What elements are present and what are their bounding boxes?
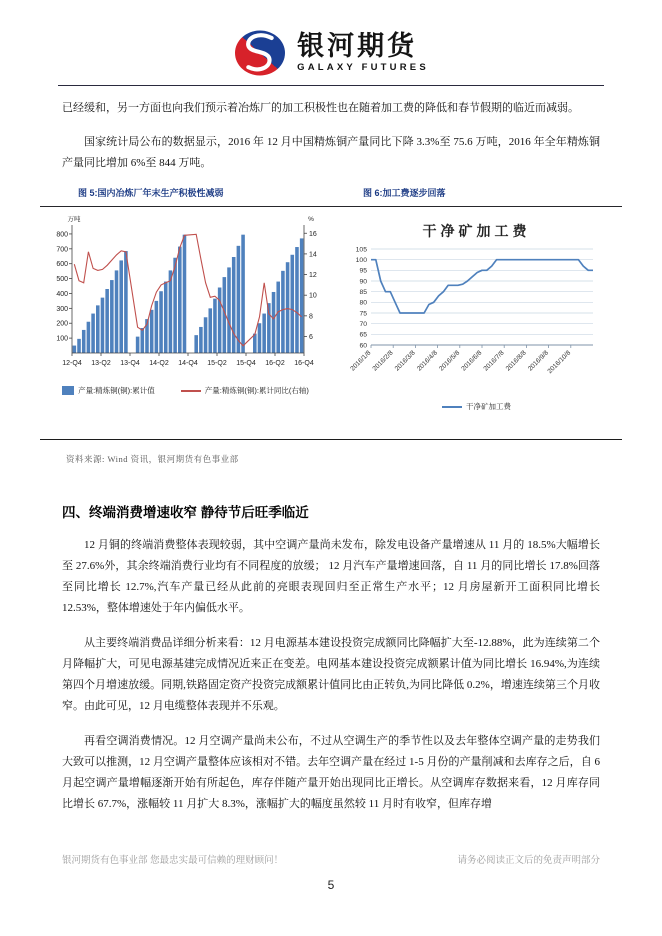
section-paragraph-2: 从主要终端消费品详细分析来看：12 月电源基本建设投资完成额同比降幅扩大至-12.88%，此为连续第二个月降幅扩大，可见电源基建完成情况近来正在变差。电网基本建设投资完成额累计值为同比增长 16.94%,为连续第四个月增速放缓。同期,铁路固定资产投资完成额累计值同比由正转负,为同比降低 0.2%，增速连续第三个月收窄。由此可见，12 月电缆整体表现并不乐观。 xyxy=(62,637,600,712)
figure5-legend xyxy=(62,385,309,396)
svg-text:2016/9/8: 2016/9/8 xyxy=(526,349,550,373)
svg-text:100: 100 xyxy=(55,335,68,343)
galaxy-logo-icon xyxy=(233,28,287,78)
svg-text:70: 70 xyxy=(358,320,367,328)
svg-text:13-Q2: 13-Q2 xyxy=(90,360,111,367)
svg-text:16: 16 xyxy=(308,230,317,238)
footer-left-text: 银河期货有色事业部 您最忠实最可信赖的理财顾问！ xyxy=(62,855,284,866)
svg-text:15-Q2: 15-Q2 xyxy=(206,360,227,367)
svg-text:16-Q4: 16-Q4 xyxy=(293,360,314,367)
legend-item xyxy=(442,401,511,412)
footer-disclaimer-text: 请务必阅读正文后的免责声明部分 xyxy=(457,855,600,866)
figure5-chart xyxy=(40,207,331,396)
svg-text:200: 200 xyxy=(55,320,68,328)
figure5-plot xyxy=(42,211,330,383)
svg-text:2016/3/8: 2016/3/8 xyxy=(393,349,417,373)
legend-item xyxy=(181,385,309,396)
intro-paragraph-1: 已经缓和，另一方面也向我们预示着冶炼厂的加工积极性也在随着加工费的降低和春节假期的临近而减弱。 xyxy=(62,102,579,114)
charts-row xyxy=(40,207,622,439)
footer xyxy=(62,852,600,866)
svg-text:2016/4/8: 2016/4/8 xyxy=(415,349,439,373)
brand-name-en: GALAXY FUTURES xyxy=(297,62,429,74)
figure5-caption: 图 5:国内冶炼厂年末生产积极性减弱 xyxy=(78,188,224,198)
section-body xyxy=(62,535,600,815)
svg-text:%: % xyxy=(307,216,314,223)
svg-text:105: 105 xyxy=(355,246,367,254)
source-note: 资料来源: Wind 资讯，银河期货有色事业部 xyxy=(66,454,239,464)
svg-text:12-Q4: 12-Q4 xyxy=(61,360,82,367)
figure6-title: 干净矿加工费 xyxy=(422,225,531,240)
svg-text:6: 6 xyxy=(308,333,313,341)
svg-text:万吨: 万吨 xyxy=(67,216,80,223)
svg-text:100: 100 xyxy=(355,256,367,264)
brand-block xyxy=(297,33,429,73)
legend-bar-swatch xyxy=(62,386,74,395)
legend-label: 产量:精炼铜(铜):累计值 xyxy=(78,386,155,395)
svg-text:95: 95 xyxy=(358,267,367,275)
svg-text:500: 500 xyxy=(55,276,68,284)
svg-text:16-Q2: 16-Q2 xyxy=(264,360,285,367)
figure6-legend xyxy=(442,401,511,412)
header-divider xyxy=(58,85,604,86)
svg-text:12: 12 xyxy=(308,272,317,280)
svg-text:65: 65 xyxy=(358,331,367,339)
intro-paragraph-2: 国家统计局公布的数据显示，2016 年 12 月中国精炼铜产量同比下降 3.3%至 75.6 万吨，2016 年全年精炼铜产量同比增加 6%至 844 万吨。 xyxy=(62,136,600,169)
section-paragraph-1: 12 月铜的终端消费整体表现较弱，其中空调产量尚未发布，除发电设备产量增速从 11 月的 18.5%大幅增长至 27.6%外，其余终端消费行业均有不同程度的放缓； 12 月汽车产量增速回落，自 11 月的同比增长 17.8%回落至同比增长 12.7%,汽车产量已经从此前的亮眼表现回归至正常生产水平；12 月房屋新开工面积同比增长 12.53%，整体增速处于年内偏低水平。 xyxy=(62,539,600,614)
svg-text:2016/10/8: 2016/10/8 xyxy=(546,349,572,376)
section-paragraph-3: 再看空调消费情况。12 月空调产量尚未公布，不过从空调生产的季节性以及去年整体空调产量的走势我们大致可以推测，12 月空调产量整体应该相对不错。去年空调产量在经过 1-5 月份的产量削减和去库存之后，自 6 月起空调产量增幅逐渐开始有所起色，库存伴随产量开始出现同比正增长。从空调库存数据来看，12 月库存同比增长 67.7%，涨幅较 11 月扩大 8.3%，涨幅扩大的幅度虽然较 11 月时有收窄，但库存增 xyxy=(62,735,600,810)
figure6-caption: 图 6:加工费逐步回落 xyxy=(363,188,446,198)
svg-text:2016/2/8: 2016/2/8 xyxy=(371,349,395,373)
svg-text:14: 14 xyxy=(308,251,317,259)
svg-text:10: 10 xyxy=(308,292,317,300)
svg-text:2016/5/8: 2016/5/8 xyxy=(437,349,461,373)
figure6-chart xyxy=(331,207,622,412)
figures-bottom-divider xyxy=(40,439,622,440)
figure6-plot xyxy=(337,241,617,399)
legend-label: 干净矿加工费 xyxy=(466,402,511,411)
svg-text:2016/8/8: 2016/8/8 xyxy=(504,349,528,373)
svg-text:14-Q4: 14-Q4 xyxy=(177,360,198,367)
svg-text:13-Q4: 13-Q4 xyxy=(119,360,140,367)
svg-text:600: 600 xyxy=(55,261,68,269)
section-title: 四、终端消费增速收窄 静待节后旺季临近 xyxy=(62,505,309,520)
svg-text:14-Q2: 14-Q2 xyxy=(148,360,169,367)
header xyxy=(0,0,662,78)
svg-text:60: 60 xyxy=(358,342,367,350)
legend-item xyxy=(62,385,155,396)
page-number: 5 xyxy=(327,878,335,892)
intro-block xyxy=(62,98,600,174)
svg-text:15-Q4: 15-Q4 xyxy=(235,360,256,367)
svg-text:300: 300 xyxy=(55,305,68,313)
svg-text:800: 800 xyxy=(55,231,68,239)
figure-captions xyxy=(62,186,622,199)
legend-line-swatch xyxy=(442,406,462,408)
svg-text:8: 8 xyxy=(308,313,313,321)
svg-text:400: 400 xyxy=(55,290,68,298)
svg-text:700: 700 xyxy=(55,246,68,254)
svg-text:80: 80 xyxy=(358,299,367,307)
svg-text:85: 85 xyxy=(358,288,367,296)
svg-text:2016/1/8: 2016/1/8 xyxy=(348,349,372,373)
svg-text:2016/7/8: 2016/7/8 xyxy=(482,349,506,373)
svg-text:90: 90 xyxy=(358,278,367,286)
svg-text:2016/6/8: 2016/6/8 xyxy=(459,349,483,373)
legend-label: 产量:精炼铜(铜):累计同比(右轴) xyxy=(204,386,309,395)
svg-text:75: 75 xyxy=(358,310,367,318)
legend-line-swatch xyxy=(181,390,201,392)
brand-name-cn: 银河期货 xyxy=(297,31,418,62)
